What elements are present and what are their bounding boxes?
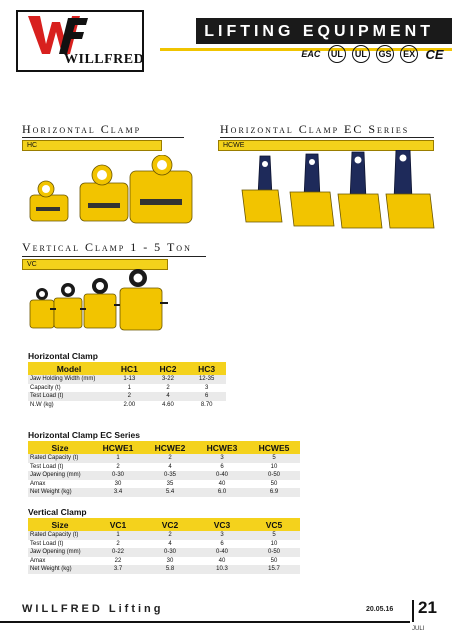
table-header-cell: VC1 [92, 518, 144, 531]
table-cell: Test Load (t) [30, 540, 64, 547]
eac-cert-icon: EAC [301, 49, 321, 59]
table-cell: 35 [166, 480, 174, 487]
table-cell: 4 [168, 463, 172, 470]
table-cell: Test Load (t) [28, 392, 110, 401]
table-header-row [28, 441, 300, 454]
table-row [28, 401, 226, 410]
page-title: LIFTING EQUIPMENT [204, 23, 434, 40]
table-cell: 0-40 [196, 548, 248, 557]
table-row [28, 565, 300, 574]
table-cell: 3.4 [92, 488, 144, 497]
table-cell: 2 [110, 392, 149, 401]
table-cell: 3.7 [92, 565, 144, 574]
table-cell: 10 [270, 463, 278, 470]
footer-date: 20.05.16 [366, 606, 394, 613]
table-cell: 40 [218, 480, 226, 487]
table-row [28, 384, 226, 393]
gs-cert-icon: GS [376, 45, 394, 63]
table-cell: 1-13 [110, 375, 149, 384]
table-cell: Net Weight (kg) [28, 565, 92, 574]
table-cell: 4.60 [162, 401, 174, 408]
table-cell: 6 [220, 463, 224, 470]
table-cell: 0-22 [92, 548, 144, 557]
horizontal-clamp-illustration [22, 155, 202, 230]
table-cell: 2 [116, 463, 120, 470]
table-cell: 8.70 [200, 401, 213, 408]
certification-row [300, 41, 445, 67]
table-cell: 5.8 [144, 565, 196, 574]
table-cell: 6.0 [196, 488, 248, 497]
table-cell: Jaw Holding Width (mm) [28, 375, 110, 384]
table-cell: 3 [204, 384, 209, 391]
section-title-horizontal-ec: Horizontal Clamp EC Series [220, 122, 410, 136]
table-header-cell: HCWE5 [248, 441, 300, 454]
table-header-cell: HC1 [110, 362, 149, 375]
table-cell: 2 [116, 540, 120, 547]
table-cell: 0-40 [196, 471, 248, 480]
table-cell: 0-50 [248, 548, 300, 557]
table-cell: 30 [166, 557, 174, 564]
table-cell: 0-30 [92, 471, 144, 480]
table-cell: 2 [144, 531, 196, 540]
table-cell: 3 [196, 454, 248, 463]
table-cell: 10 [270, 540, 278, 547]
table-row [28, 471, 300, 480]
table-cell: 10.3 [196, 565, 248, 574]
section-rule-horizontal [22, 137, 184, 138]
table-cell: 6 [187, 392, 226, 401]
table-cell: 4 [149, 392, 188, 401]
code-tag-hcwe: HCWE [218, 140, 434, 151]
table-header-cell: HC3 [187, 362, 226, 375]
table-cell: 5.4 [144, 488, 196, 497]
product-image-vertical-clamp [22, 268, 182, 333]
vertical-clamp-illustration [22, 268, 182, 333]
table-row [28, 540, 300, 549]
spec-table-hc [28, 362, 226, 409]
product-image-horizontal-clamp [22, 155, 202, 230]
section-title-vertical: Vertical Clamp 1 - 5 Ton [22, 240, 192, 254]
table-header-cell: HCWE3 [196, 441, 248, 454]
table-header-cell: HCWE1 [92, 441, 144, 454]
table-cell: 40 [218, 557, 226, 564]
table-header-cell: Size [28, 441, 92, 454]
ul-cert-icon: UL [328, 45, 346, 63]
ul-listed-cert-icon: UL [352, 45, 370, 63]
table-header-cell: HC2 [149, 362, 188, 375]
table-cell: Amax [30, 480, 46, 487]
table-cell: 22 [114, 557, 122, 564]
section-title-horizontal: Horizontal Clamp [22, 122, 142, 136]
table-cell: 30 [114, 480, 122, 487]
table-cell: 4 [168, 540, 172, 547]
page-number: 21 [418, 598, 437, 617]
table-cell: Rated Capacity (t) [28, 454, 92, 463]
brand-logo [16, 10, 144, 72]
code-tag-hc: HC [22, 140, 162, 151]
table-row [28, 548, 300, 557]
table-header-cell: Size [28, 518, 92, 531]
section-rule-vertical [22, 256, 206, 257]
table-header-row [28, 518, 300, 531]
footer-divider [412, 600, 414, 622]
table-row [28, 480, 300, 489]
table-row [28, 454, 300, 463]
footer-rule [0, 621, 410, 623]
code-tag-vc: VC [22, 259, 168, 270]
table-cell: Amax [30, 557, 46, 564]
table-cell: 2 [166, 384, 170, 391]
table-header-row [28, 362, 226, 375]
table-cell: 1 [127, 384, 131, 391]
table-row [28, 463, 300, 472]
brand-name: WILLFRED [64, 52, 145, 67]
table-header-cell: HCWE2 [144, 441, 196, 454]
table-cell: 3 [196, 531, 248, 540]
table-cell: Net Weight (kg) [28, 488, 92, 497]
product-image-horizontal-clamp-ec [238, 150, 438, 230]
table-cell: 5 [248, 531, 300, 540]
table-title-hc: Horizontal Clamp [28, 351, 98, 361]
table-header-cell: VC5 [248, 518, 300, 531]
table-header-cell: VC3 [196, 518, 248, 531]
table-cell: 5 [248, 454, 300, 463]
table-title-hcwe: Horizontal Clamp EC Series [28, 430, 140, 440]
table-title-vc: Vertical Clamp [28, 507, 87, 517]
table-cell: 0-35 [144, 471, 196, 480]
table-cell: N.W (kg) [30, 401, 54, 408]
table-cell: 0-50 [248, 471, 300, 480]
table-cell: 1 [92, 531, 144, 540]
section-rule-horizontal-ec [220, 137, 434, 138]
spec-table-vc [28, 518, 300, 574]
ex-cert-icon: EX [400, 45, 418, 63]
header [0, 0, 452, 82]
footer-sub-label: JULI [412, 626, 425, 632]
wf-logo-icon [28, 16, 88, 56]
table-cell: Rated Capacity (t) [28, 531, 92, 540]
table-cell: 15.7 [248, 565, 300, 574]
horizontal-clamp-ec-illustration [238, 150, 438, 230]
spec-table-hcwe [28, 441, 300, 497]
table-cell: 0-30 [144, 548, 196, 557]
table-row [28, 531, 300, 540]
table-header-cell: Model [28, 362, 110, 375]
table-cell: 3-22 [149, 375, 188, 384]
table-cell: Jaw Opening (mm) [28, 548, 92, 557]
table-cell: 50 [270, 557, 278, 564]
table-cell: 50 [270, 480, 278, 487]
table-cell: 2 [144, 454, 196, 463]
table-cell: 12-35 [187, 375, 226, 384]
table-row [28, 488, 300, 497]
table-header-cell: VC2 [144, 518, 196, 531]
table-cell: 1 [92, 454, 144, 463]
table-row [28, 375, 226, 384]
table-cell: 6 [220, 540, 224, 547]
footer-brand: WILLFRED Lifting [22, 603, 164, 615]
table-cell: 6.9 [248, 488, 300, 497]
table-row [28, 557, 300, 566]
table-row [28, 392, 226, 401]
table-cell: Capacity (t) [30, 384, 61, 391]
table-cell: 2.00 [123, 401, 136, 408]
ce-cert-icon: CE [425, 46, 444, 62]
table-cell: Test Load (t) [30, 463, 64, 470]
table-cell: Jaw Opening (mm) [28, 471, 92, 480]
